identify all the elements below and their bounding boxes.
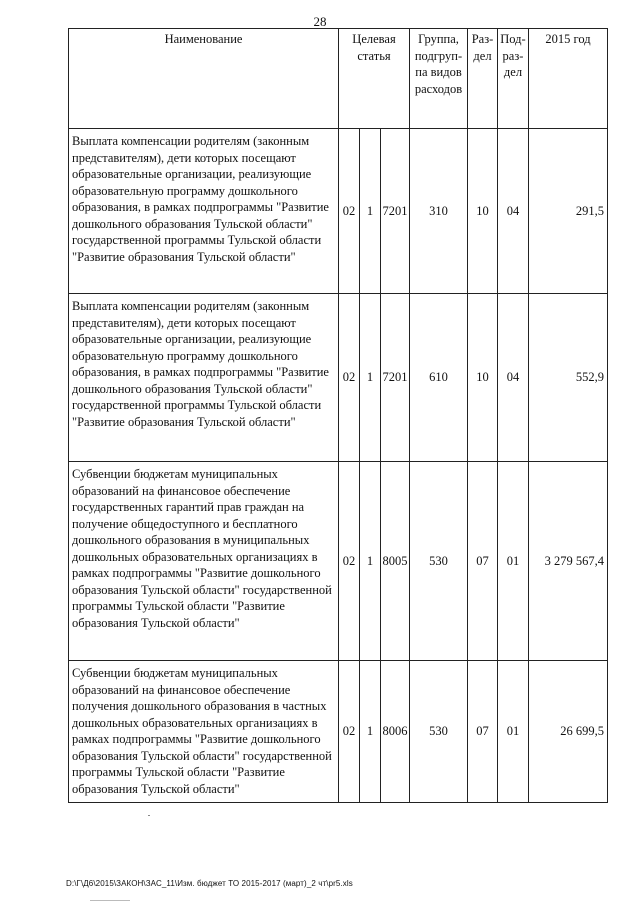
footer-file-path: D:\Г\Д6\2015\ЗАКОН\ЗАС_11\Изм. бюджет ТО 2015-2017 (март)_2 чт\pr5.xls: [66, 879, 353, 888]
row-code-c: 7201: [381, 129, 410, 294]
row-section: 10: [468, 294, 498, 462]
row-group: 530: [410, 661, 468, 803]
scan-speck: [90, 900, 130, 901]
row-section: 07: [468, 661, 498, 803]
row-code-b: 1: [360, 294, 381, 462]
row-amount: 3 279 567,4: [529, 462, 608, 661]
header-section: Раз-дел: [468, 29, 498, 129]
page-number: 28: [313, 14, 327, 29]
row-code-b: 1: [360, 462, 381, 661]
header-expense-group: Группа, подгруп-па видов расходов: [410, 29, 468, 129]
row-code-a: 02: [339, 294, 360, 462]
row-subsection: 04: [498, 294, 529, 462]
row-code-a: 02: [339, 129, 360, 294]
row-code-b: 1: [360, 661, 381, 803]
row-amount: 26 699,5: [529, 661, 608, 803]
header-row: [69, 29, 608, 129]
row-amount: 552,9: [529, 294, 608, 462]
table-row: [69, 462, 608, 661]
header-name: Наименование: [69, 29, 339, 129]
row-group: 530: [410, 462, 468, 661]
header-subsection: Под-раз-дел: [498, 29, 529, 129]
table-row: [69, 294, 608, 462]
row-subsection: 01: [498, 462, 529, 661]
row-section: 07: [468, 462, 498, 661]
row-name: Выплата компенсации родителям (законным представителям), дети которых посещают образовательные организации, реализующие образовательную программу дошкольного образования, в рамках подпрограммы "Развитие дошкольного образования Тульской области" государственной программы Тульской области "Развитие образования Тульской области": [69, 294, 339, 462]
row-amount: 291,5: [529, 129, 608, 294]
header-year: 2015 год: [529, 29, 608, 129]
row-group: 310: [410, 129, 468, 294]
row-code-a: 02: [339, 462, 360, 661]
row-code-c: 8006: [381, 661, 410, 803]
row-name: Субвенции бюджетам муниципальных образований на финансовое обеспечение получения дошкольного образования в частных дошкольных образовательных организациях в рамках подпрограммы "Развитие дошкольного образования Тульской области" государственной программы Тульской области "Развитие образования Тульской области": [69, 661, 339, 803]
row-code-c: 7201: [381, 294, 410, 462]
row-name: Выплата компенсации родителям (законным представителям), дети которых посещают образовательные организации, реализующие образовательную программу дошкольного образования, в рамках подпрограммы "Развитие дошкольного образования Тульской области" государственной программы Тульской области "Развитие образования Тульской области": [69, 129, 339, 294]
row-subsection: 04: [498, 129, 529, 294]
row-subsection: 01: [498, 661, 529, 803]
row-code-c: 8005: [381, 462, 410, 661]
row-code-a: 02: [339, 661, 360, 803]
budget-table: [68, 28, 608, 803]
table-row: [69, 129, 608, 294]
table-row: [69, 661, 608, 803]
scan-speck: [148, 815, 150, 816]
row-group: 610: [410, 294, 468, 462]
row-name: Субвенции бюджетам муниципальных образований на финансовое обеспечение государственных гарантий прав граждан на получение общедоступного и бесплатного дошкольного образования в муниципальных дошкольных образовательных организациях в рамках подпрограммы "Развитие дошкольного образования Тульской области" государственной программы Тульской области "Развитие образования Тульской области": [69, 462, 339, 661]
header-target-item: Целевая статья: [339, 29, 410, 129]
row-code-b: 1: [360, 129, 381, 294]
row-section: 10: [468, 129, 498, 294]
